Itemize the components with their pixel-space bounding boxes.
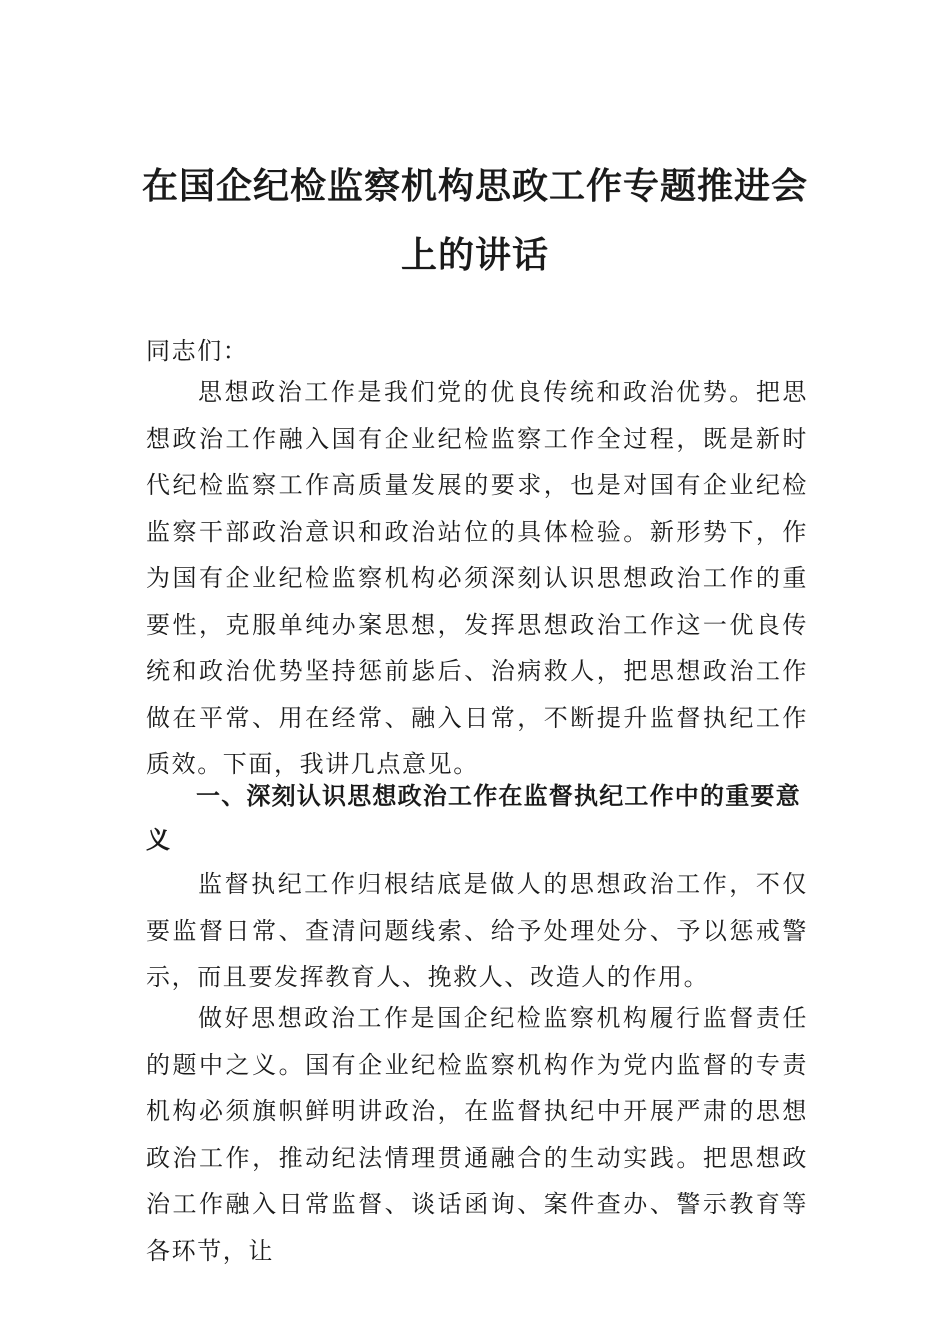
section-heading-1: 一、深刻认识思想政治工作在监督执纪工作中的重要意义 [146,782,801,854]
document-title-line-2: 上的讲话 [400,234,549,276]
greeting: 同志们： [146,337,249,365]
section-paragraph-1: 监督执纪工作归根结底是做人的思想政治工作，不仅要监督日常、查清问题线索、给予处理处分、予以惩戒警示，而且要发挥教育人、挽救人、改造人的作用。 [146,870,808,991]
section-paragraph-2: 做好思想政治工作是国企纪检监察机构履行监督责任的题中之义。国有企业纪检监察机构作为党内监督的专责机构必须旗帜鲜明讲政治，在监督执纪中开展严肃的思想政治工作，推动纪法情理贯通融合的生动实践。把思想政治工作融入日常监督、谈话函询、案件查办、警示教育等各环节，让 [146,1004,808,1265]
intro-paragraph: 思想政治工作是我们党的优良传统和政治优势。把思想政治工作融入国有企业纪检监察工作全过程，既是新时代纪检监察工作高质量发展的要求，也是对国有企业纪检监察干部政治意识和政治站位的具体检验。新形势下，作为国有企业纪检监察机构必须深刻认识思想政治工作的重要性，克服单纯办案思想，发挥思想政治工作这一优良传统和政治优势坚持惩前毖后、治病救人，把思想政治工作做在平常、用在经常、融入日常，不断提升监督执纪工作质效。下面，我讲几点意见。 [146,378,808,778]
document-title-line-1: 在国企纪检监察机构思政工作专题推进会 [141,165,808,207]
